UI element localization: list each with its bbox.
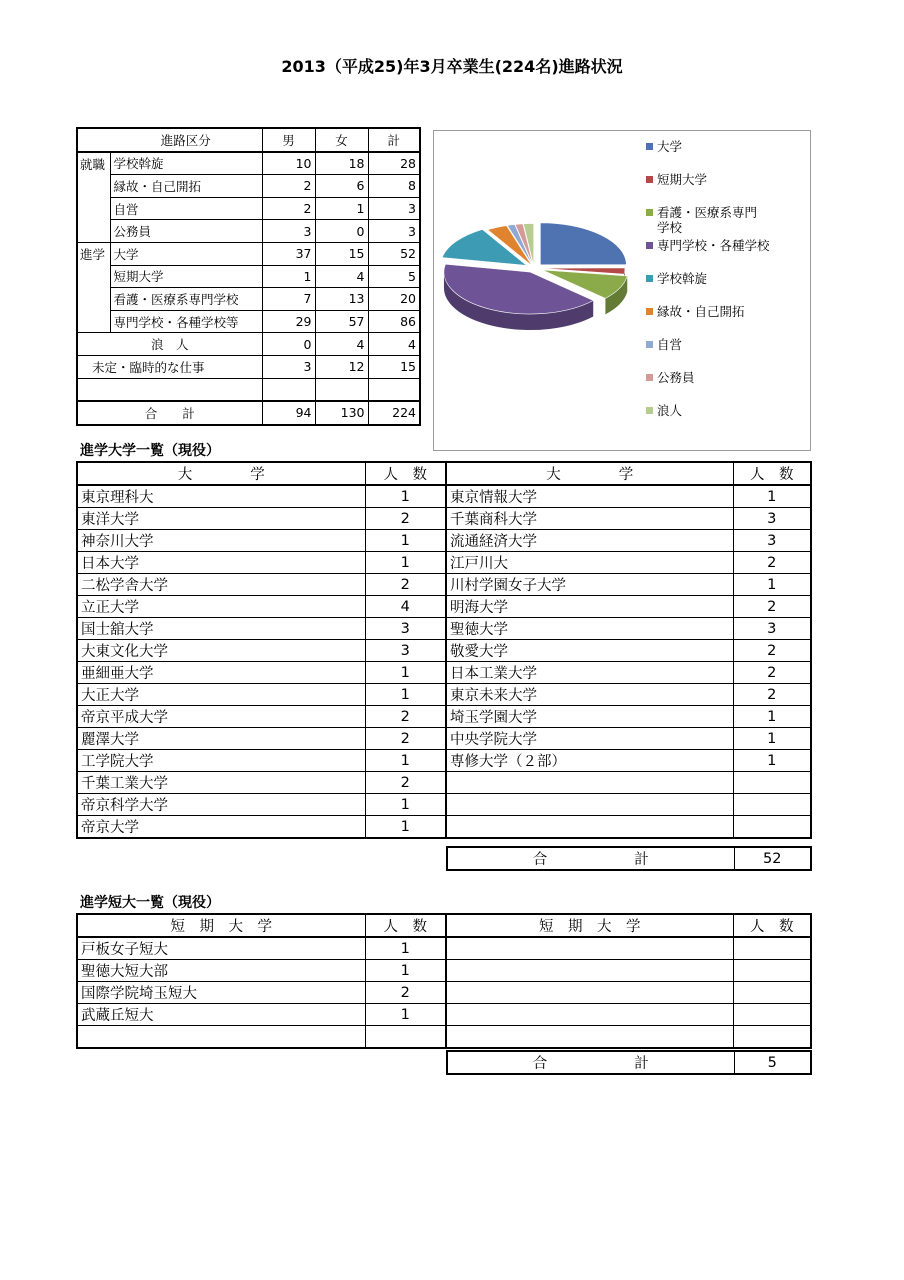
legend-item: [646, 172, 807, 187]
summary-blank-cell: [368, 378, 420, 401]
junior_colleges-row: [77, 1026, 811, 1049]
summary-total-row: [77, 401, 420, 425]
summary-category-cell: [77, 197, 110, 220]
junior_colleges-row: [77, 960, 811, 982]
name-cell: [446, 960, 733, 982]
junior-college-total-table: [446, 1050, 812, 1075]
count-cell: 3: [733, 618, 811, 640]
legend-item: [646, 271, 807, 286]
junior_colleges-row: [77, 937, 811, 960]
universities-row: [77, 485, 811, 508]
count-cell: 1: [365, 485, 446, 508]
summary-total: 3: [368, 220, 420, 243]
pie-slice: [540, 223, 626, 265]
name-cell: 敬愛大学: [446, 640, 733, 662]
summary-blank-cell: [77, 378, 262, 401]
summary-header-row: [77, 128, 420, 152]
name-cell: 大正大学: [77, 684, 365, 706]
summary-total: 86: [368, 310, 420, 333]
legend-label: 大学: [657, 139, 683, 154]
name-cell: 聖徳大短大部: [77, 960, 365, 982]
name-cell: 日本工業大学: [446, 662, 733, 684]
name-cell: 専修大学（２部）: [446, 750, 733, 772]
universities-row: [77, 794, 811, 816]
summary-male: 3: [262, 355, 315, 378]
universities-row: [77, 508, 811, 530]
name-cell: 流通経済大学: [446, 530, 733, 552]
name-cell: 国際学院埼玉短大: [77, 982, 365, 1004]
summary-male: 0: [262, 333, 315, 356]
summary-row: [77, 220, 420, 243]
header-count-left: 人 数: [365, 914, 446, 937]
count-cell: 1: [365, 552, 446, 574]
count-cell: [733, 794, 811, 816]
summary-category-cell: 進学: [77, 242, 110, 265]
count-cell: 3: [365, 618, 446, 640]
name-cell: 千葉工業大学: [77, 772, 365, 794]
universities-row: [77, 640, 811, 662]
pie-chart: [433, 130, 811, 451]
summary-female: 12: [315, 355, 368, 378]
name-cell: 東洋大学: [77, 508, 365, 530]
count-cell: 1: [733, 750, 811, 772]
summary-female: 6: [315, 175, 368, 198]
universities-row: [77, 596, 811, 618]
universities-row: [77, 684, 811, 706]
summary-ronin-label: 浪 人: [77, 333, 262, 356]
legend-item: [646, 304, 807, 319]
summary-label: 看護・医療系専門学校: [110, 288, 262, 311]
name-cell: 江戸川大: [446, 552, 733, 574]
count-cell: 2: [733, 684, 811, 706]
summary-row: [77, 288, 420, 311]
universities-row: [77, 772, 811, 794]
name-cell: [446, 1026, 733, 1049]
header-count-left: 人 数: [365, 462, 446, 485]
legend-item: [646, 205, 769, 235]
count-cell: 1: [365, 684, 446, 706]
summary-row: [77, 242, 420, 265]
junior_colleges-row: [77, 1004, 811, 1026]
universities-row: [77, 618, 811, 640]
name-cell: [446, 1004, 733, 1026]
summary-total: 3: [368, 197, 420, 220]
name-cell: 川村学園女子大学: [446, 574, 733, 596]
legend-label: 公務員: [657, 370, 695, 385]
count-cell: 1: [365, 662, 446, 684]
count-cell: 3: [733, 508, 811, 530]
legend-swatch: [646, 341, 653, 348]
summary-category-cell: [77, 265, 110, 288]
summary-blank-row: [77, 378, 420, 401]
summary-category-cell: [77, 288, 110, 311]
count-cell: [733, 982, 811, 1004]
name-cell: 帝京平成大学: [77, 706, 365, 728]
summary-category-cell: 就職: [77, 152, 110, 175]
count-cell: 2: [365, 982, 446, 1004]
summary-blank-cell: [315, 378, 368, 401]
universities-row: [77, 750, 811, 772]
summary-row: [77, 310, 420, 333]
header-count-right: 人 数: [733, 914, 811, 937]
name-cell: 大東文化大学: [77, 640, 365, 662]
summary-category-cell: [77, 175, 110, 198]
count-cell: 1: [365, 937, 446, 960]
count-cell: 4: [365, 596, 446, 618]
junior_colleges-header-row: [77, 914, 811, 937]
junior-college-section-title: 進学短大一覧（現役）: [80, 895, 220, 911]
legend-item: [646, 403, 807, 418]
legend-label: 看護・医療系専門学校: [657, 205, 758, 235]
count-cell: 3: [733, 530, 811, 552]
legend-item: [646, 238, 807, 253]
name-cell: 麗澤大学: [77, 728, 365, 750]
summary-male: 10: [262, 152, 315, 175]
header-name-left: 短 期 大 学: [77, 914, 365, 937]
legend-item: [646, 337, 807, 352]
university-total-table: [446, 846, 812, 871]
summary-header-total: 計: [368, 128, 420, 152]
summary-male: 3: [262, 220, 315, 243]
header-name-right: 大 学: [446, 462, 733, 485]
summary-total: 8: [368, 175, 420, 198]
summary-total: 5: [368, 265, 420, 288]
name-cell: [446, 982, 733, 1004]
count-cell: [365, 1026, 446, 1049]
legend-label: 短期大学: [657, 172, 708, 187]
universities-row: [77, 706, 811, 728]
name-cell: 二松学舎大学: [77, 574, 365, 596]
name-cell: 帝京大学: [77, 816, 365, 839]
legend-swatch: [646, 374, 653, 381]
summary-label: 学校斡旋: [110, 152, 262, 175]
legend-label: 専門学校・各種学校: [657, 238, 770, 253]
header-name-left: 大 学: [77, 462, 365, 485]
name-cell: 立正大学: [77, 596, 365, 618]
legend-swatch: [646, 209, 653, 216]
legend-label: 自営: [657, 337, 683, 352]
universities-row: [77, 574, 811, 596]
name-cell: 戸板女子短大: [77, 937, 365, 960]
summary-male: 2: [262, 197, 315, 220]
count-cell: 1: [733, 574, 811, 596]
name-cell: 帝京科学大学: [77, 794, 365, 816]
name-cell: [446, 772, 733, 794]
count-cell: [733, 1026, 811, 1049]
summary-row: [77, 197, 420, 220]
count-cell: [733, 960, 811, 982]
header-name-right: 短 期 大 学: [446, 914, 733, 937]
count-cell: 3: [365, 640, 446, 662]
count-cell: 1: [365, 960, 446, 982]
summary-female: 1: [315, 197, 368, 220]
name-cell: 千葉商科大学: [446, 508, 733, 530]
summary-female: 57: [315, 310, 368, 333]
count-cell: 2: [733, 596, 811, 618]
summary-row: [77, 265, 420, 288]
summary-female: 0: [315, 220, 368, 243]
summary-blank-cell: [262, 378, 315, 401]
summary-undecided-label: 未定・臨時的な仕事: [77, 355, 262, 378]
name-cell: 神奈川大学: [77, 530, 365, 552]
page-title: 2013（平成25)年3月卒業生(224名)進路状況: [281, 57, 623, 76]
universities-header-row: [77, 462, 811, 485]
legend-swatch: [646, 308, 653, 315]
summary-label: 大学: [110, 242, 262, 265]
summary-total: 52: [368, 242, 420, 265]
summary-male: 7: [262, 288, 315, 311]
count-cell: [733, 1004, 811, 1026]
summary-label: 短期大学: [110, 265, 262, 288]
name-cell: 埼玉学園大学: [446, 706, 733, 728]
legend-swatch: [646, 143, 653, 150]
count-cell: 2: [733, 662, 811, 684]
summary-table: [76, 127, 421, 426]
summary-row: [77, 333, 420, 356]
header-count-right: 人 数: [733, 462, 811, 485]
junior_colleges-row: [77, 982, 811, 1004]
count-cell: 2: [365, 772, 446, 794]
junior-college-total-value: 5: [734, 1051, 811, 1074]
summary-total: 4: [368, 333, 420, 356]
name-cell: 亜細亜大学: [77, 662, 365, 684]
summary-label: 縁故・自己開拓: [110, 175, 262, 198]
universities-row: [77, 816, 811, 839]
university-section-title: 進学大学一覧（現役）: [80, 443, 220, 459]
count-cell: [733, 816, 811, 839]
name-cell: 東京情報大学: [446, 485, 733, 508]
summary-total-female: 130: [315, 401, 368, 425]
summary-female: 18: [315, 152, 368, 175]
count-cell: [733, 937, 811, 960]
summary-row: [77, 355, 420, 378]
summary-total-label: 合 計: [77, 401, 262, 425]
summary-total-male: 94: [262, 401, 315, 425]
count-cell: 2: [733, 640, 811, 662]
summary-label: 公務員: [110, 220, 262, 243]
summary-total: 20: [368, 288, 420, 311]
name-cell: 明海大学: [446, 596, 733, 618]
university-table: [76, 461, 812, 839]
junior-college-total-label: 合 計: [447, 1051, 734, 1074]
summary-male: 2: [262, 175, 315, 198]
summary-category-cell: [77, 220, 110, 243]
summary-label: 自営: [110, 197, 262, 220]
count-cell: 1: [733, 728, 811, 750]
junior-college-table: [76, 913, 812, 1049]
name-cell: [446, 794, 733, 816]
legend-swatch: [646, 407, 653, 414]
summary-total-sum: 224: [368, 401, 420, 425]
universities-row: [77, 530, 811, 552]
count-cell: 2: [733, 552, 811, 574]
summary-male: 1: [262, 265, 315, 288]
summary-row: [77, 175, 420, 198]
legend-item: [646, 139, 807, 154]
summary-female: 13: [315, 288, 368, 311]
summary-female: 15: [315, 242, 368, 265]
summary-total: 15: [368, 355, 420, 378]
legend-label: 縁故・自己開拓: [657, 304, 745, 319]
count-cell: 1: [733, 706, 811, 728]
count-cell: 2: [365, 728, 446, 750]
universities-row: [77, 662, 811, 684]
summary-header-female: 女: [315, 128, 368, 152]
count-cell: 2: [365, 508, 446, 530]
summary-male: 29: [262, 310, 315, 333]
name-cell: 国士舘大学: [77, 618, 365, 640]
count-cell: 2: [365, 706, 446, 728]
summary-header-category: 進路区分: [110, 128, 262, 152]
summary-category-cell: [77, 310, 110, 333]
legend-swatch: [646, 275, 653, 282]
name-cell: [77, 1026, 365, 1049]
summary-row: [77, 152, 420, 175]
summary-female: 4: [315, 265, 368, 288]
name-cell: [446, 937, 733, 960]
name-cell: 中央学院大学: [446, 728, 733, 750]
summary-header-blank: [77, 128, 110, 152]
name-cell: 東京未来大学: [446, 684, 733, 706]
count-cell: 2: [365, 574, 446, 596]
summary-header-male: 男: [262, 128, 315, 152]
summary-label: 専門学校・各種学校等: [110, 310, 262, 333]
count-cell: 1: [365, 750, 446, 772]
universities-row: [77, 552, 811, 574]
summary-female: 4: [315, 333, 368, 356]
count-cell: 1: [365, 530, 446, 552]
legend-swatch: [646, 242, 653, 249]
count-cell: 1: [733, 485, 811, 508]
summary-total: 28: [368, 152, 420, 175]
legend-label: 浪人: [657, 403, 683, 418]
name-cell: 工学院大学: [77, 750, 365, 772]
name-cell: [446, 816, 733, 839]
count-cell: 1: [365, 816, 446, 839]
legend-swatch: [646, 176, 653, 183]
name-cell: 東京理科大: [77, 485, 365, 508]
count-cell: [733, 772, 811, 794]
count-cell: 1: [365, 794, 446, 816]
legend-item: [646, 370, 807, 385]
legend-label: 学校斡旋: [657, 271, 708, 286]
name-cell: 武蔵丘短大: [77, 1004, 365, 1026]
name-cell: 聖徳大学: [446, 618, 733, 640]
university-total-value: 52: [734, 847, 811, 870]
summary-male: 37: [262, 242, 315, 265]
university-total-label: 合 計: [447, 847, 734, 870]
universities-row: [77, 728, 811, 750]
name-cell: 日本大学: [77, 552, 365, 574]
count-cell: 1: [365, 1004, 446, 1026]
